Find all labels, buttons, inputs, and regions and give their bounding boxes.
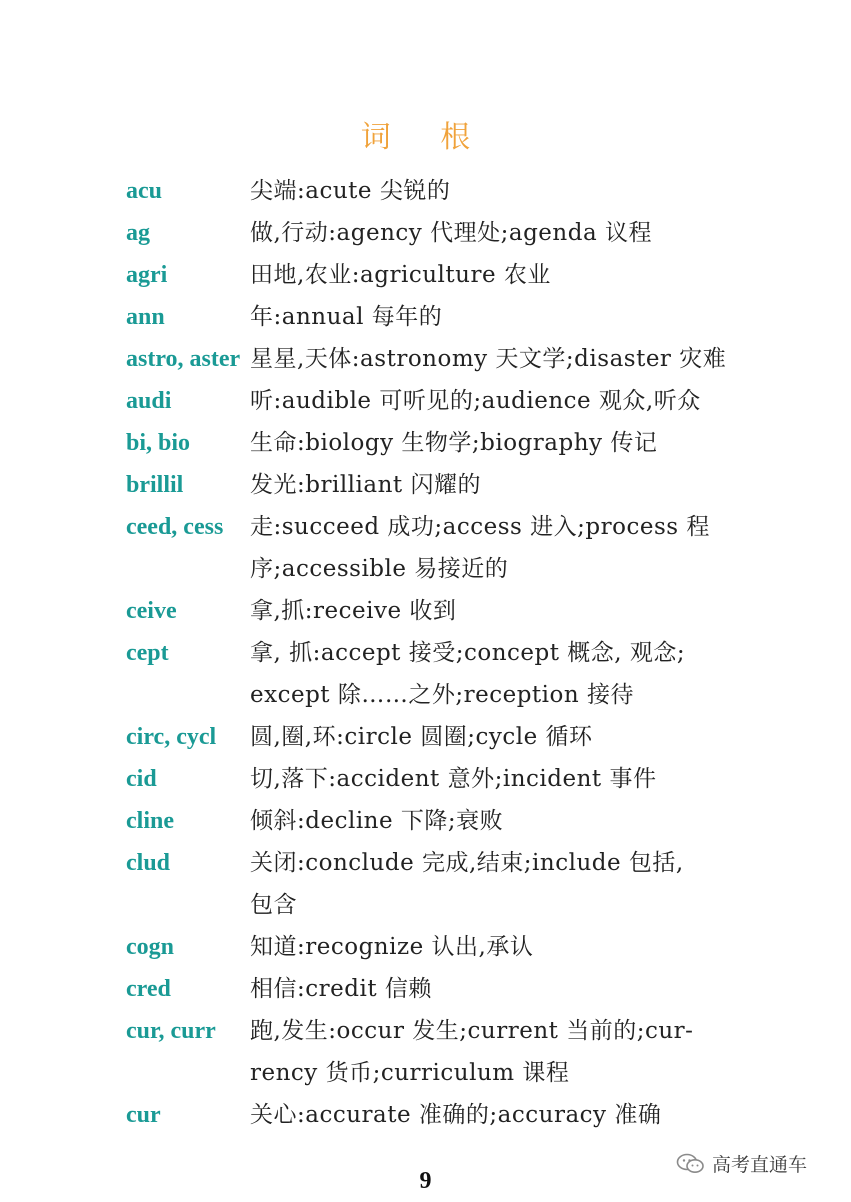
root-meaning bbox=[250, 758, 736, 800]
root-meaning bbox=[250, 464, 736, 506]
word-root: agri bbox=[126, 262, 168, 288]
word-root: ann bbox=[126, 304, 165, 330]
root-meaning bbox=[250, 506, 736, 590]
root-meaning bbox=[250, 800, 736, 842]
root-meaning bbox=[250, 212, 736, 254]
entry-row bbox=[126, 716, 736, 758]
word-root: cept bbox=[126, 640, 169, 666]
root-meaning bbox=[250, 1010, 736, 1094]
word-root: cred bbox=[126, 976, 171, 1002]
meaning-line: 生命:biology 生物学;biography 传记 bbox=[250, 430, 658, 456]
entry-row bbox=[126, 422, 736, 464]
entry-row bbox=[126, 464, 736, 506]
root-meaning bbox=[250, 590, 736, 632]
root-meaning bbox=[250, 170, 736, 212]
entry-row bbox=[126, 590, 736, 632]
word-root: cogn bbox=[126, 934, 174, 960]
word-root: ag bbox=[126, 220, 150, 246]
root-meaning bbox=[250, 842, 736, 926]
entry-row bbox=[126, 800, 736, 842]
entry-row bbox=[126, 632, 736, 716]
entry-row bbox=[126, 758, 736, 800]
root-meaning bbox=[250, 716, 736, 758]
entry-row bbox=[126, 338, 736, 380]
wechat-watermark bbox=[676, 1150, 807, 1177]
meaning-line: 切,落下:accident 意外;incident 事件 bbox=[250, 766, 657, 792]
meaning-line: 拿,抓:receive 收到 bbox=[250, 598, 457, 624]
meaning-line: 拿, 抓:accept 接受;concept 概念, 观念; bbox=[250, 640, 686, 666]
entry-row bbox=[126, 506, 736, 590]
word-root: cline bbox=[126, 808, 174, 834]
page-title: 词 根 bbox=[360, 120, 491, 155]
word-root: ceive bbox=[126, 598, 177, 624]
page-number: 9 bbox=[419, 1168, 432, 1194]
entry-row bbox=[126, 296, 736, 338]
meaning-line: rency 货币;curriculum 课程 bbox=[250, 1060, 570, 1086]
entry-row bbox=[126, 170, 736, 212]
word-root: cur, curr bbox=[126, 1018, 216, 1044]
entry-row bbox=[126, 842, 736, 926]
word-root: ceed, cess bbox=[126, 514, 224, 540]
meaning-line: 发光:brilliant 闪耀的 bbox=[250, 472, 481, 498]
word-root: circ, cycl bbox=[126, 724, 217, 750]
meaning-line: 圆,圈,环:circle 圆圈;cycle 循环 bbox=[250, 724, 593, 750]
meaning-line: 倾斜:decline 下降;衰败 bbox=[250, 808, 504, 834]
meaning-line: 相信:credit 信赖 bbox=[250, 976, 432, 1002]
word-root: cur bbox=[126, 1102, 161, 1128]
word-root: clud bbox=[126, 850, 171, 876]
meaning-line: 走:succeed 成功;access 进入;process 程 bbox=[250, 514, 710, 540]
meaning-line: 星星,天体:astronomy 天文学;disaster 灾难 bbox=[250, 346, 727, 372]
word-root: cid bbox=[126, 766, 157, 792]
meaning-line: 包含 bbox=[250, 892, 297, 918]
meaning-line: 尖端:acute 尖锐的 bbox=[250, 178, 451, 204]
meaning-line: 年:annual 每年的 bbox=[250, 304, 443, 330]
entry-row bbox=[126, 254, 736, 296]
root-meaning bbox=[250, 296, 736, 338]
meaning-line: 跑,发生:occur 发生;current 当前的;cur- bbox=[250, 1018, 694, 1044]
root-meaning bbox=[250, 968, 736, 1010]
wechat-icon bbox=[676, 1153, 706, 1175]
entry-row bbox=[126, 926, 736, 968]
root-meaning bbox=[250, 380, 736, 422]
root-meaning bbox=[250, 632, 736, 716]
word-root: audi bbox=[126, 388, 172, 414]
word-root: brillil bbox=[126, 472, 184, 498]
entry-row bbox=[126, 968, 736, 1010]
meaning-line: 听:audible 可听见的;audience 观众,听众 bbox=[250, 388, 701, 414]
entry-row bbox=[126, 1094, 736, 1136]
entry-row bbox=[126, 1010, 736, 1094]
meaning-line: 序;accessible 易接近的 bbox=[250, 556, 509, 582]
meaning-line: 知道:recognize 认出,承认 bbox=[250, 934, 534, 960]
meaning-line: except 除……之外;reception 接待 bbox=[250, 682, 634, 708]
meaning-line: 关心:accurate 准确的;accuracy 准确 bbox=[250, 1102, 662, 1128]
meaning-line: 田地,农业:agriculture 农业 bbox=[250, 262, 551, 288]
root-meaning bbox=[250, 1094, 736, 1136]
watermark-text: 高考直通车 bbox=[712, 1154, 808, 1176]
word-root: astro, aster bbox=[126, 346, 241, 372]
root-meaning bbox=[250, 338, 736, 380]
entry-row bbox=[126, 212, 736, 254]
root-meaning bbox=[250, 254, 736, 296]
root-meaning bbox=[250, 926, 736, 968]
word-root: acu bbox=[126, 178, 162, 204]
root-meaning bbox=[250, 422, 736, 464]
entry-row bbox=[126, 380, 736, 422]
word-root-list bbox=[126, 170, 736, 1136]
meaning-line: 做,行动:agency 代理处;agenda 议程 bbox=[250, 220, 652, 246]
meaning-line: 关闭:conclude 完成,结束;include 包括, bbox=[250, 850, 684, 876]
word-root: bi, bio bbox=[126, 430, 191, 456]
